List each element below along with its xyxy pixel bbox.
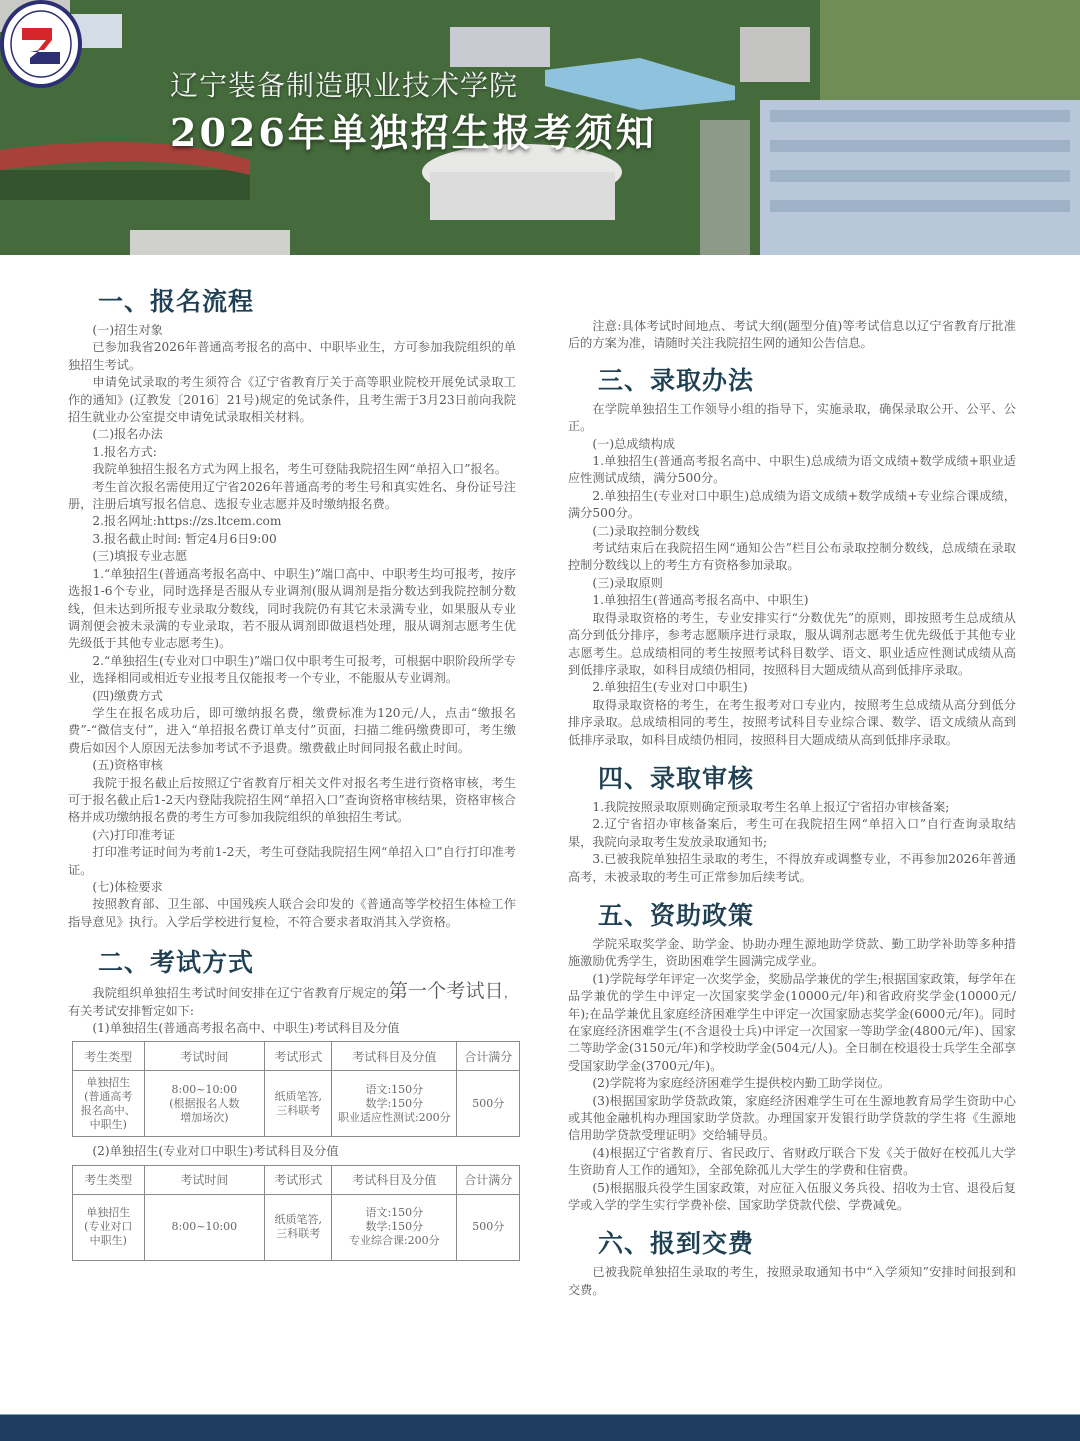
- cell-time: 8:00~10:00 (根据报名人数 增加场次): [144, 1071, 265, 1137]
- cell-time: 8:00~10:00: [144, 1194, 265, 1260]
- paragraph: (3)根据国家助学贷款政策，家庭经济困难学生可在生源地教育局学生资助中心或其他金融机构办理国家助学贷款。办理国家开发银行助学贷款的学生将《生源地信用助学贷款受理证明》交给辅导员。: [568, 1093, 1016, 1143]
- cell-subjects: 语文:150分 数学:150分 专业综合课:200分: [332, 1194, 457, 1260]
- footer-bar: [0, 1414, 1080, 1441]
- paragraph: 已参加我省2026年普通高考报名的高中、中职毕业生，方可参加我院组织的单独招生考试。: [68, 340, 516, 372]
- table-row: [73, 1194, 520, 1260]
- column-header: 考试时间: [144, 1165, 265, 1194]
- paragraph: (一)招生对象: [92, 323, 163, 337]
- left-column: [68, 282, 516, 1267]
- cell-total: 500分: [457, 1071, 520, 1137]
- paragraph: (七)体检要求: [92, 880, 163, 894]
- column-header: 考试形式: [265, 1165, 332, 1194]
- paragraph: (1)学院每学年评定一次奖学金，奖励品学兼优的学生;根据国家政策，每学年在品学兼优的学生中评定一次国家奖学金(10000元/年)和省政府奖学金(10000元/年);在品学兼优且家庭经济困难学生中评定一次国家励志奖学金(6000元/年)。同时在家庭经济困难学生(不含退役士兵)中评定一次国家一等助学金(4800元/年)、国家二等助学金(3150元/年)和学校助学金(504元/人)。全日制在校退役士兵学生全部享受国家助学金(3700元/年)。: [568, 971, 1016, 1073]
- registration-url: 2.报名网址:https://zs.ltcem.com: [92, 514, 282, 529]
- paragraph: (三)填报专业志愿: [92, 549, 188, 564]
- paragraph: 2.单独招生(专业对口中职生): [592, 680, 748, 695]
- paragraph: 已被我院单独招生录取的考生，按照录取通知书中“入学须知”安排时间报到和交费。: [568, 1265, 1016, 1297]
- paragraph: 取得录取资格的考生，在考生报考对口专业内，按照考生总成绩从高分到低分排序录取。总成绩相同的考生，按照考试科目专业综合课、数学、语文成绩从高到低排序录取，如科目成绩仍相同，按照科目大题成绩从高到低排序录取。: [568, 697, 1016, 747]
- column-header: 考试时间: [144, 1042, 265, 1071]
- paragraph: 在学院单独招生工作领导小组的指导下，实施录取，确保录取公开、公平、公正。: [568, 401, 1016, 434]
- paragraph: 考生首次报名需使用辽宁省2026年普通高考的考生号和真实姓名、身份证号注册，注册后填写报名信息、选报专业志愿并及时缴纳报名费。: [68, 479, 516, 512]
- section-1-heading: 一、报名流程: [98, 287, 255, 316]
- column-header: 考生类型: [73, 1042, 145, 1071]
- column-header: 考生类型: [73, 1165, 145, 1194]
- paragraph: (一)总成绩构成: [592, 436, 676, 451]
- table-header-row: [73, 1042, 520, 1071]
- paragraph: 1.单独招生(普通高考报名高中、中职生): [592, 593, 809, 608]
- cell-type: 单独招生 (专业对口 中职生): [73, 1194, 145, 1260]
- column-header: 考试科目及分值: [332, 1165, 457, 1194]
- paragraph: 1.报名方式:: [92, 444, 157, 459]
- paragraph: 3.已被我院单独招生录取的考生，不得放弃或调整专业，不再参加2026年普通高考，未被录取的考生可正常参加后续考试。: [568, 852, 1016, 884]
- paragraph: 2.“单独招生(专业对口中职生)”端口仅中职考生可报考，可根据中职阶段所学专业，选择相同或相近专业报考且仅能报考一个专业，不能服从专业调剂。: [68, 653, 516, 686]
- exam-day-emphasis: 第一个考试日: [388, 980, 504, 1003]
- paragraph: 打印准考证时间为考前1-2天，考生可登陆我院招生网“单招入口”自行打印准考证。: [68, 845, 516, 877]
- cell-type: 单独招生 (普通高考 报名高中、 中职生): [73, 1071, 145, 1137]
- paragraph: (4)根据辽宁省教育厅、省民政厅、省财政厅联合下发《关于做好在校孤儿大学生资助育人工作的通知》，全部免除孤儿大学生的学费和住宿费。: [568, 1145, 1016, 1178]
- notice-title: 2026年单独招生报考须知: [170, 110, 657, 155]
- school-name: 辽宁装备制造职业技术学院: [170, 69, 519, 102]
- column-header: 考试形式: [265, 1042, 332, 1071]
- paragraph: 1.我院按照录取原则确定预录取考生名单上报辽宁省招办审核备案;: [592, 799, 950, 814]
- column-header: 合计满分: [457, 1042, 520, 1071]
- paragraph: (二)录取控制分数线: [592, 523, 700, 538]
- table-2-caption: (2)单独招生(专业对口中职生)考试科目及分值: [92, 1144, 339, 1159]
- paragraph: (2)学院将为家庭经济困难学生提供校内勤工助学岗位。: [592, 1076, 890, 1091]
- section-4-heading: 四、录取审核: [598, 763, 755, 793]
- section-5-heading: 五、资助政策: [598, 900, 755, 930]
- paragraph: (三)录取原则: [592, 575, 663, 590]
- exam-table-2: [72, 1165, 520, 1261]
- right-column: [568, 318, 1016, 1299]
- cell-form: 纸质笔答, 三科联考: [265, 1194, 332, 1260]
- cell-total: 500分: [457, 1194, 520, 1260]
- section-1-body: [68, 322, 516, 931]
- exam-intro-a: 我院组织单独招生考试时间安排在辽宁省教育厅规定的: [92, 986, 389, 1001]
- section-6-heading: 六、报到交费: [598, 1229, 755, 1259]
- paragraph: (四)缴费方式: [92, 688, 163, 703]
- paragraph: 我院于报名截止后按照辽宁省教育厅相关文件对报名考生进行资格审核，考生可于报名截止后1-2天内登陆我院招生网“单招入口”查询资格审核结果，资格审核合格并成功缴纳报名费的考生方可参加我院组织的单独招生考试。: [68, 775, 516, 825]
- table-1-caption: (1)单独招生(普通高考报名高中、中职生)考试科目及分值: [92, 1021, 400, 1036]
- registration-deadline: 3.报名截止时间: 暂定4月6日9:00: [92, 531, 277, 546]
- column-header: 考试科目及分值: [332, 1042, 457, 1071]
- college-logo: [0, 0, 82, 88]
- paragraph: 我院单独招生报名方式为网上报名，考生可登陆我院招生网“单招入口”报名。: [92, 462, 508, 477]
- column-header: 合计满分: [457, 1165, 520, 1194]
- paragraph: 1.“单独招生(普通高考报名高中、中职生)”端口高中、中职考生均可报考，按序选报1-6个专业，同时选择是否服从专业调剂(服从调剂是指分数达到我院控制分数线，但未达到所报专业录取分数线，同时我院仍有其它未录满专业，如果服从专业调剂便会被未录满的专业录取，若不服从调剂即做退档处理，服从调剂志愿考生优先级低于其他专业志愿考生)。: [68, 566, 516, 651]
- paragraph: 2.单独招生(专业对口中职生)总成绩为语文成绩+数学成绩+专业综合课成绩，满分500分。: [568, 488, 1016, 521]
- header-banner: [0, 0, 1080, 255]
- paragraph: 学生在报名成功后，即可缴纳报名费，缴费标准为120元/人，点击“缴报名费”-“微信支付”，进入“单招报名费订单支付”页面，扫描二维码缴费即可，考生缴费后如因个人原因无法参加考试不予退费。缴费截止时间同报名截止时间。: [68, 705, 516, 755]
- paragraph: (二)报名办法: [92, 427, 163, 442]
- section-3-heading: 三、录取办法: [598, 365, 755, 395]
- paragraph: 申请免试录取的考生须符合《辽宁省教育厅关于高等职业院校开展免试录取工作的通知》(辽教发〔2016〕21号)规定的免试条件，且考生需于3月23日前向我院招生就业办公室提交申请免试录取相关材料。: [68, 375, 516, 425]
- paragraph: 按照教育部、卫生部、中国残疾人联合会印发的《普通高等学校招生体检工作指导意见》执行。入学后学校进行复检，不符合要求者取消其入学资格。: [68, 897, 516, 929]
- paragraph: 1.单独招生(普通高考报名高中、中职生)总成绩为语文成绩+数学成绩+职业适应性测试成绩，满分500分。: [568, 454, 1016, 486]
- exam-note: 注意:具体考试时间地点、考试大纲(题型分值)等考试信息以辽宁省教育厅批准后的方案为准，请随时关注我院招生网的通知公告信息。: [568, 319, 1016, 351]
- paragraph: 考试结束后在我院招生网“通知公告”栏目公布录取控制分数线，总成绩在录取控制分数线以上的考生方有资格参加录取。: [568, 541, 1016, 573]
- paragraph: 学院采取奖学金、助学金、协助办理生源地助学贷款、勤工助学补助等多种措施激励优秀学生，资助困难学生圆满完成学业。: [568, 936, 1016, 969]
- table-row: [73, 1071, 520, 1137]
- paragraph: 2.辽宁省招办审核备案后，考生可在我院招生网“单招入口”自行查询录取结果，我院向录取考生发放录取通知书;: [568, 817, 1016, 849]
- paragraph: (5)根据服兵役学生国家政策，对应征入伍服义务兵役、招收为士官、退役后复学或入学的学生实行学费补偿、国家助学贷款代偿、学费减免。: [568, 1180, 1016, 1213]
- exam-intro: [68, 980, 516, 1020]
- exam-intro-b: ，有关考试安排暂定如下:: [68, 986, 516, 1018]
- cell-subjects: 语文:150分 数学:150分 职业适应性测试:200分: [332, 1071, 457, 1137]
- table-header-row: [73, 1165, 520, 1194]
- paragraph: 取得录取资格的考生，专业安排实行“分数优先”的原则，即按照考生总成绩从高分到低分排序，参考志愿顺序进行录取，服从调剂志愿考生优先级低于其他专业志愿考生。总成绩相同的考生按照考试科目数学、语文、职业适应性测试成绩从高到低排序录取，如科目成绩仍相同，按照科目大题成绩从高到低排序录取。: [568, 610, 1016, 677]
- section-2-heading: 二、考试方式: [98, 948, 255, 978]
- cell-form: 纸质笔答, 三科联考: [265, 1071, 332, 1137]
- paragraph: (五)资格审核: [92, 758, 163, 773]
- exam-table-1: [72, 1041, 520, 1137]
- paragraph: (六)打印准考证: [92, 827, 176, 842]
